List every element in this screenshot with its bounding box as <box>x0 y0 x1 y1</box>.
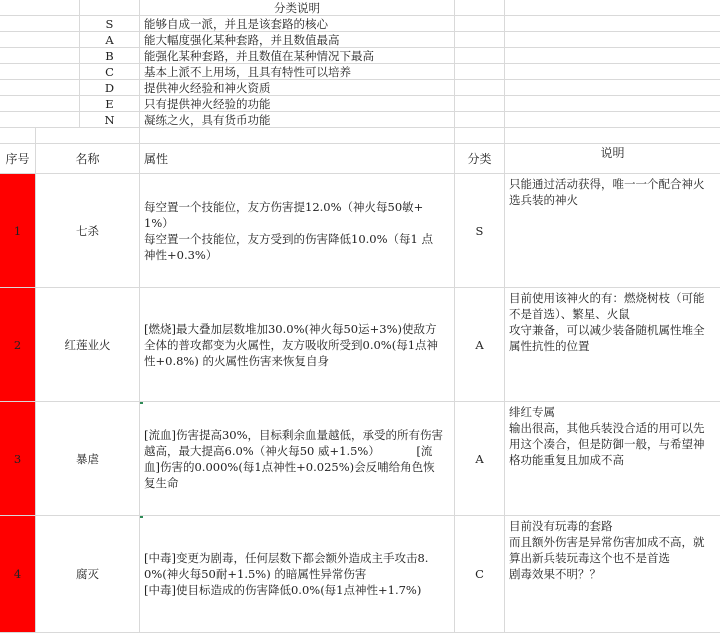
row-index[interactable]: 4 <box>0 516 36 633</box>
row-attr[interactable] <box>140 516 455 633</box>
row-attr-text: [中毒]变更为剧毒，任何层数下都会额外造成主手攻击8.0%(神火每50耐+1.5%) 的暗属性异常伤害 [中毒]使目标造成的伤害降低0.0%(每1点神性+1.7%) <box>144 551 429 597</box>
cell[interactable] <box>455 96 505 112</box>
cell[interactable] <box>505 128 720 144</box>
row-attr-text: [流血]伤害提高30%，目标剩余血量越低，承受的所有伤害越高，最大提高6.0%（神火每50 威+1.5%） [流血]伤害的0.000%(每1点神性+0.025%)会反哺给角色恢复生命 <box>144 427 444 490</box>
cell[interactable] <box>36 128 140 144</box>
cell[interactable] <box>505 0 720 16</box>
legend-desc[interactable]: 提供神火经验和神火资质 <box>140 80 455 96</box>
row-note-text: 目前没有玩毒的套路 而且额外伤害是异常伤害加成不高，就算出新兵装玩毒这个也不是首选 剧毒效果不明？？ <box>509 519 705 581</box>
row-note-text: 目前使用该神火的有：燃烧树枝（可能不是首选）、繁星、火鼠 攻守兼备，可以减少装备随机属性堆全属性抗性的位置 <box>509 291 705 353</box>
cell[interactable] <box>80 0 140 16</box>
row-index[interactable]: 1 <box>0 174 36 288</box>
legend-key[interactable]: D <box>80 80 140 96</box>
legend-desc[interactable]: 能大幅度强化某种套路，并且数值最高 <box>140 32 455 48</box>
cell[interactable] <box>505 32 720 48</box>
row-note[interactable] <box>505 516 720 633</box>
header-note[interactable]: 说明 <box>505 144 720 174</box>
cell[interactable] <box>455 32 505 48</box>
row-category[interactable]: A <box>455 288 505 402</box>
cell[interactable] <box>455 48 505 64</box>
legend-desc[interactable]: 只有提供神火经验的功能 <box>140 96 455 112</box>
cell[interactable] <box>0 96 80 112</box>
row-name[interactable]: 七杀 <box>36 174 140 288</box>
row-category[interactable]: C <box>455 516 505 633</box>
row-attr-text: 每空置一个技能位，友方伤害提12.0%（神火每50敏+1%） 每空置一个技能位，友方受到的伤害降低10.0%（每1 点神性+0.3%） <box>144 199 434 262</box>
legend-desc[interactable]: 基本上派不上用场，且具有特性可以培养 <box>140 64 455 80</box>
cell[interactable] <box>455 16 505 32</box>
row-index[interactable]: 3 <box>0 402 36 516</box>
row-note-text: 绯红专属 输出很高，其他兵装没合适的用可以先用这个凑合，但是防御一般，与希望神格功能重复且加成不高 <box>509 405 705 467</box>
cell[interactable] <box>0 64 80 80</box>
cell[interactable] <box>455 112 505 128</box>
row-index[interactable]: 2 <box>0 288 36 402</box>
cell[interactable] <box>505 48 720 64</box>
legend-key[interactable]: A <box>80 32 140 48</box>
row-note[interactable] <box>505 288 720 402</box>
row-note[interactable] <box>505 174 720 288</box>
row-attr[interactable] <box>140 402 455 516</box>
legend-desc[interactable]: 凝练之火，具有货币功能 <box>140 112 455 128</box>
row-name[interactable]: 红莲业火 <box>36 288 140 402</box>
cell[interactable] <box>0 112 80 128</box>
legend-desc[interactable]: 能强化某种套路，并且数值在某种情况下最高 <box>140 48 455 64</box>
header-name[interactable]: 名称 <box>36 144 140 174</box>
row-category[interactable]: A <box>455 402 505 516</box>
legend-key[interactable]: E <box>80 96 140 112</box>
cell[interactable] <box>455 64 505 80</box>
legend-key[interactable]: B <box>80 48 140 64</box>
cell[interactable] <box>140 128 455 144</box>
cell[interactable] <box>505 96 720 112</box>
legend-key[interactable]: N <box>80 112 140 128</box>
row-name[interactable]: 腐灭 <box>36 516 140 633</box>
header-index[interactable]: 序号 <box>0 144 36 174</box>
cell[interactable] <box>505 80 720 96</box>
cell[interactable] <box>0 80 80 96</box>
cell-marker <box>140 516 143 518</box>
row-attr-text: [燃烧]最大叠加层数堆加30.0%(神火每50运+3%)使敌方全体的普攻都变为火属性，友方吸收所受到0.0%(每1点神性+0.8%) 的火属性伤害来恢复自身 <box>144 321 439 368</box>
row-note[interactable] <box>505 402 720 516</box>
legend-desc[interactable]: 能够自成一派，并且是该套路的核心 <box>140 16 455 32</box>
legend-key[interactable]: S <box>80 16 140 32</box>
row-category[interactable]: S <box>455 174 505 288</box>
cell[interactable] <box>0 48 80 64</box>
cell[interactable] <box>455 80 505 96</box>
cell[interactable] <box>0 0 80 16</box>
cell[interactable] <box>455 128 505 144</box>
cell-marker <box>140 402 143 404</box>
cell[interactable] <box>0 16 80 32</box>
cell[interactable] <box>455 0 505 16</box>
header-category[interactable]: 分类 <box>455 144 505 174</box>
legend-title[interactable]: 分类说明 <box>140 0 455 16</box>
row-attr[interactable] <box>140 174 455 288</box>
row-note-text: 只能通过活动获得，唯一一个配合神火选兵装的神火 <box>509 177 705 207</box>
cell[interactable] <box>505 16 720 32</box>
legend-key[interactable]: C <box>80 64 140 80</box>
cell[interactable] <box>0 32 80 48</box>
cell[interactable] <box>0 128 36 144</box>
row-attr[interactable] <box>140 288 455 402</box>
header-attr[interactable]: 属性 <box>140 144 455 174</box>
row-name[interactable]: 暴虐 <box>36 402 140 516</box>
cell[interactable] <box>505 112 720 128</box>
cell[interactable] <box>505 64 720 80</box>
